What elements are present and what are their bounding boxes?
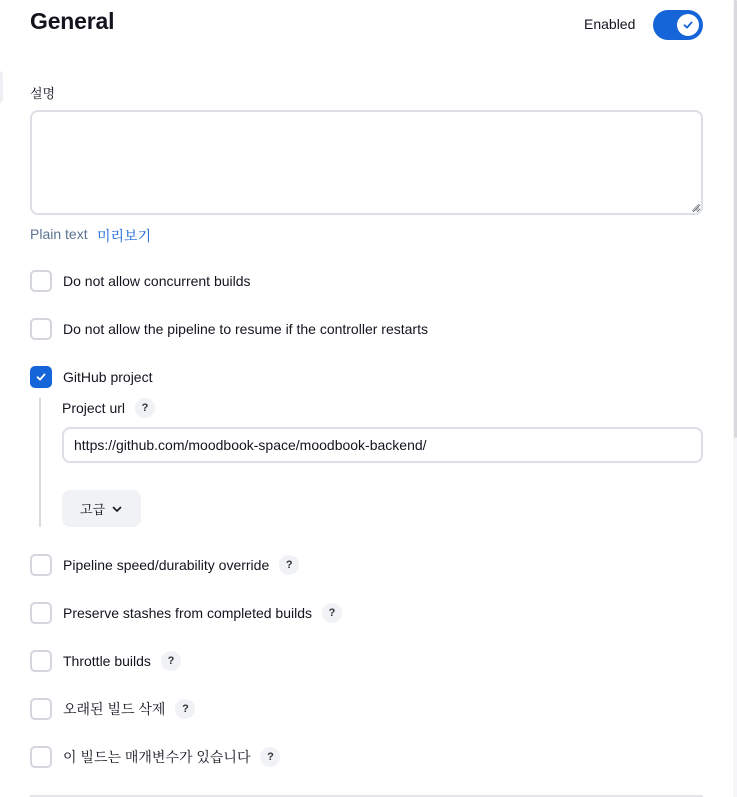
- enabled-label: Enabled: [584, 16, 636, 32]
- nested-section-bar: [39, 398, 41, 527]
- option-label: 오래된 빌드 삭제: [63, 701, 166, 717]
- option-discard-old-builds[interactable]: [30, 698, 195, 720]
- project-url-label: Project url: [62, 400, 126, 416]
- description-label: 설명: [30, 86, 56, 101]
- project-url-label-row: [62, 397, 155, 419]
- checkbox[interactable]: [30, 318, 52, 340]
- check-icon: [35, 371, 47, 383]
- checkbox-checked[interactable]: [30, 366, 52, 388]
- help-icon[interactable]: ?: [135, 398, 155, 418]
- help-icon[interactable]: ?: [161, 651, 181, 671]
- option-throttle-builds[interactable]: [30, 650, 181, 672]
- enabled-toggle[interactable]: [653, 10, 703, 40]
- checkbox[interactable]: [30, 650, 52, 672]
- help-icon[interactable]: ?: [279, 555, 299, 575]
- advanced-button[interactable]: [62, 490, 141, 527]
- section-title: General: [30, 8, 115, 34]
- check-icon: [682, 19, 694, 31]
- advanced-label: 고급: [79, 502, 106, 517]
- help-icon[interactable]: ?: [175, 699, 195, 719]
- format-plain-text: Plain text: [30, 226, 88, 242]
- checkbox[interactable]: [30, 554, 52, 576]
- description-textarea[interactable]: [30, 110, 703, 215]
- checkbox[interactable]: [30, 602, 52, 624]
- option-label: Pipeline speed/durability override: [63, 557, 270, 573]
- side-tab-edge: [0, 70, 3, 104]
- option-preserve-stashes[interactable]: [30, 602, 342, 624]
- resize-grip-icon[interactable]: [690, 202, 700, 212]
- option-pipeline-speed[interactable]: [30, 554, 299, 576]
- checkbox[interactable]: [30, 270, 52, 292]
- checkbox[interactable]: [30, 698, 52, 720]
- checkbox[interactable]: [30, 746, 52, 768]
- preview-link[interactable]: 미리보기: [97, 228, 152, 244]
- chevron-down-icon: [111, 503, 123, 515]
- option-github-project[interactable]: [30, 366, 152, 388]
- option-label: GitHub project: [63, 369, 153, 385]
- option-label: 이 빌드는 매개변수가 있습니다: [63, 749, 251, 765]
- option-concurrent-builds[interactable]: [30, 270, 251, 292]
- option-label: Preserve stashes from completed builds: [63, 605, 312, 621]
- project-url-input[interactable]: [62, 427, 703, 463]
- option-resume-pipeline[interactable]: [30, 318, 428, 340]
- toggle-knob: [677, 14, 699, 36]
- option-label: Do not allow the pipeline to resume if the controller restarts: [63, 321, 428, 337]
- option-parameterized[interactable]: [30, 746, 280, 768]
- option-label: Throttle builds: [63, 653, 151, 669]
- help-icon[interactable]: ?: [260, 747, 280, 767]
- option-label: Do not allow concurrent builds: [63, 273, 251, 289]
- help-icon[interactable]: ?: [322, 603, 342, 623]
